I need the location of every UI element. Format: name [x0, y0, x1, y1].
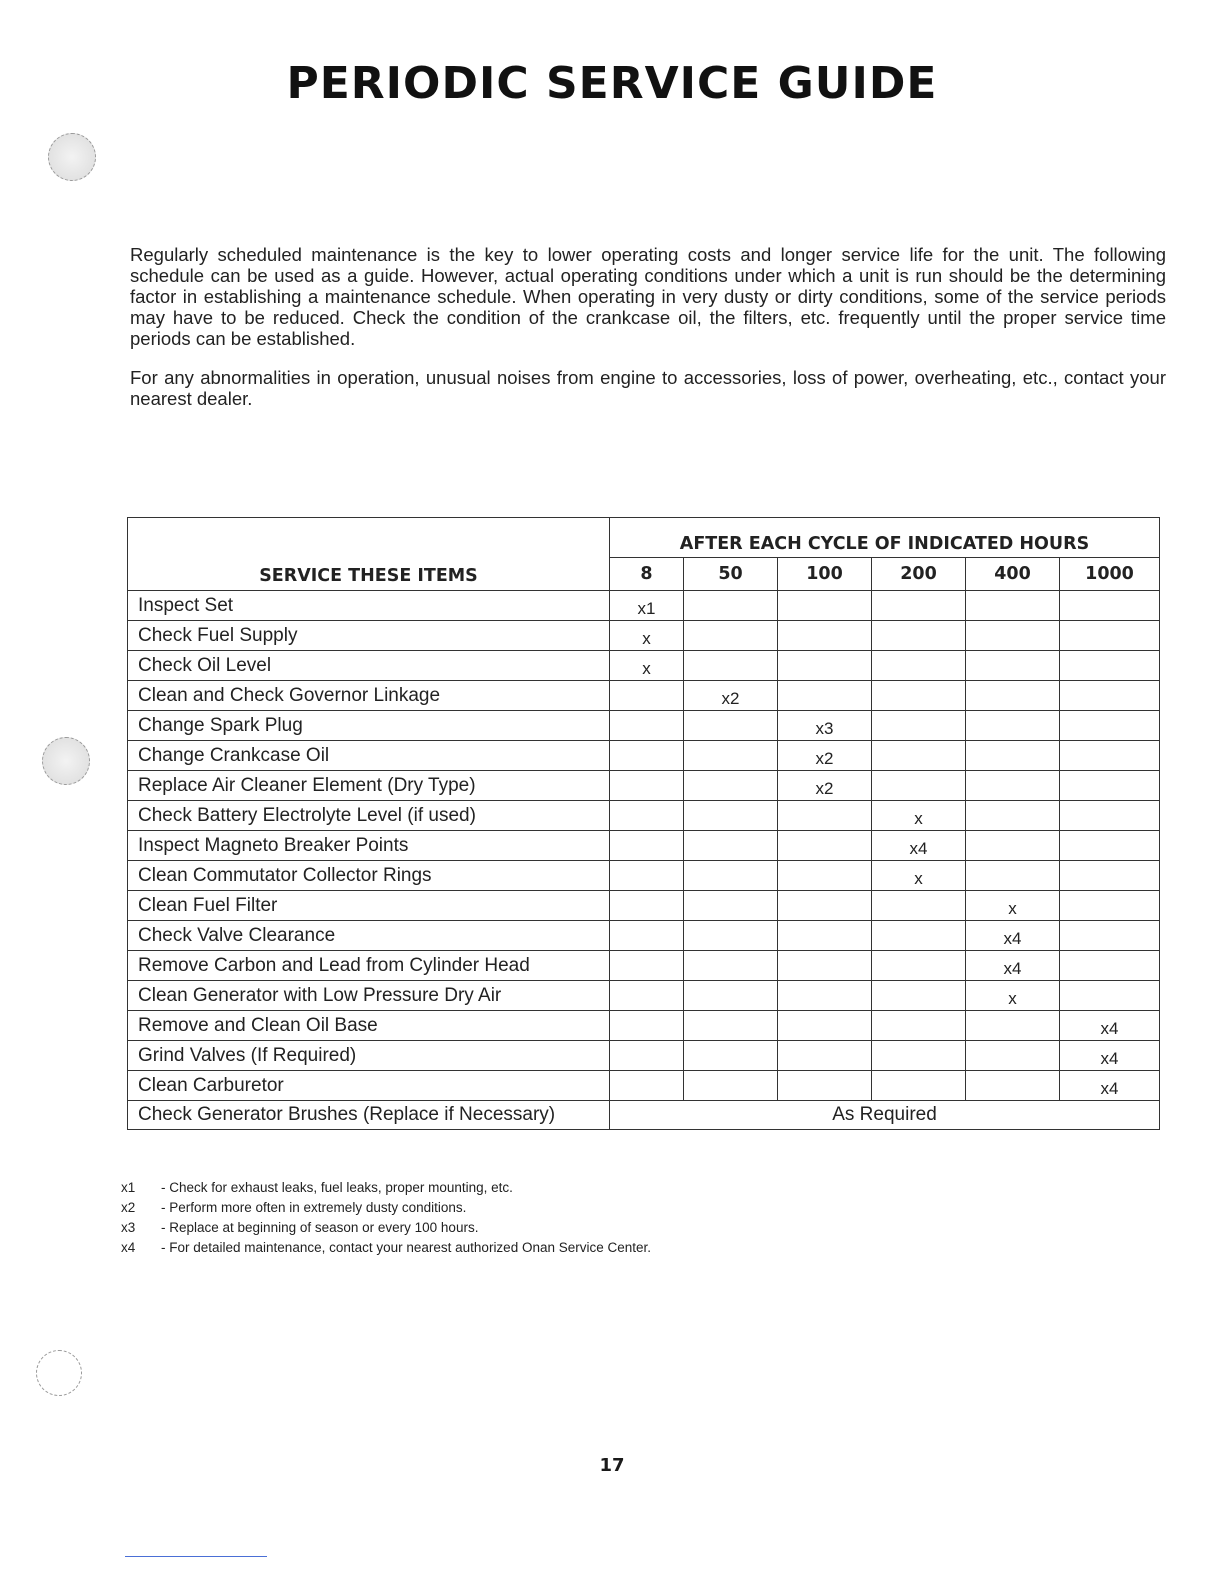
intro-paragraph-1: Regularly scheduled maintenance is the key to lower operating costs and longer service life for the unit. The following schedule can be used as a guide. However, actual operating conditions under which a unit is run should be the determining factor in establishing a maintenance schedule. When operating in very dusty or dirty conditions, some of the service periods may have to be reduced. Check the condition of the crankcase oil, the filters, etc. frequently until the proper service time periods can be established.: [130, 244, 1166, 349]
interval-mark: x4: [1060, 1011, 1160, 1041]
service-item: Remove and Clean Oil Base: [128, 1011, 610, 1041]
interval-mark: [610, 711, 684, 741]
interval-mark: [684, 921, 778, 951]
interval-mark: [684, 591, 778, 621]
interval-mark: [778, 891, 872, 921]
table-row: [128, 591, 1160, 621]
interval-mark: [778, 951, 872, 981]
service-item: Check Oil Level: [128, 651, 610, 681]
interval-mark: [1060, 951, 1160, 981]
table-row: [128, 681, 1160, 711]
footnote-key: x4: [121, 1240, 136, 1255]
interval-mark: [1060, 801, 1160, 831]
interval-mark: [966, 681, 1060, 711]
interval-mark: x4: [872, 831, 966, 861]
interval-mark: [966, 711, 1060, 741]
interval-mark: [966, 621, 1060, 651]
service-item: Check Battery Electrolyte Level (if used): [128, 801, 610, 831]
footnote-key: x2: [121, 1200, 136, 1215]
interval-mark: [872, 711, 966, 741]
interval-mark: x: [872, 861, 966, 891]
punch-hole-top: [48, 133, 96, 181]
footnote-text: - Perform more often in extremely dusty conditions.: [161, 1200, 467, 1215]
interval-mark: [684, 801, 778, 831]
interval-mark: [778, 651, 872, 681]
table-row: [128, 621, 1160, 651]
footnotes: [121, 1178, 651, 1258]
interval-mark: [684, 951, 778, 981]
footer-rule: [125, 1556, 267, 1557]
interval-mark: [1060, 981, 1160, 1011]
interval-mark: x: [610, 651, 684, 681]
interval-mark: [684, 861, 778, 891]
interval-mark: [684, 771, 778, 801]
interval-mark: [1060, 921, 1160, 951]
service-item: Replace Air Cleaner Element (Dry Type): [128, 771, 610, 801]
interval-mark: [1060, 681, 1160, 711]
interval-mark: [872, 951, 966, 981]
interval-mark: [872, 891, 966, 921]
footnote-text: - Replace at beginning of season or every 100 hours.: [161, 1220, 479, 1235]
as-required-note: As Required: [610, 1101, 1160, 1130]
interval-mark: [684, 1011, 778, 1041]
interval-mark: [778, 1011, 872, 1041]
interval-mark: [610, 951, 684, 981]
table-row: [128, 651, 1160, 681]
interval-mark: [872, 1071, 966, 1101]
interval-mark: [1060, 591, 1160, 621]
footnote: [121, 1218, 651, 1238]
interval-mark: [1060, 861, 1160, 891]
table-row: [128, 801, 1160, 831]
interval-mark: [872, 741, 966, 771]
interval-mark: [966, 831, 1060, 861]
intro-text: [130, 244, 1166, 427]
interval-mark: [610, 831, 684, 861]
footnote-text: - For detailed maintenance, contact your nearest authorized Onan Service Center.: [161, 1240, 652, 1255]
hour-column-header: 1000: [1060, 558, 1160, 591]
table-row: [128, 891, 1160, 921]
interval-mark: [966, 651, 1060, 681]
interval-mark: [1060, 711, 1160, 741]
interval-mark: x2: [684, 681, 778, 711]
table-row: [128, 1071, 1160, 1101]
footnote-key: x3: [121, 1220, 136, 1235]
interval-mark: [778, 831, 872, 861]
page-title: PERIODIC SERVICE GUIDE: [286, 58, 938, 109]
service-item: Check Fuel Supply: [128, 621, 610, 651]
service-item: Grind Valves (If Required): [128, 1041, 610, 1071]
service-item: Clean Generator with Low Pressure Dry Air: [128, 981, 610, 1011]
interval-mark: [872, 591, 966, 621]
table-row: [128, 861, 1160, 891]
hour-column-header: 50: [684, 558, 778, 591]
table-row: [128, 711, 1160, 741]
service-item: Clean and Check Governor Linkage: [128, 681, 610, 711]
interval-mark: x: [966, 981, 1060, 1011]
interval-mark: [610, 921, 684, 951]
service-item: Check Valve Clearance: [128, 921, 610, 951]
hour-column-header: 100: [778, 558, 872, 591]
table-row: [128, 981, 1160, 1011]
service-item: Remove Carbon and Lead from Cylinder Head: [128, 951, 610, 981]
interval-mark: [966, 801, 1060, 831]
interval-mark: [1060, 651, 1160, 681]
table-row: [128, 831, 1160, 861]
interval-mark: [684, 891, 778, 921]
interval-mark: x4: [1060, 1071, 1160, 1101]
interval-mark: [1060, 771, 1160, 801]
interval-mark: [610, 1011, 684, 1041]
interval-mark: [610, 1041, 684, 1071]
service-item: Inspect Set: [128, 591, 610, 621]
interval-mark: [778, 621, 872, 651]
interval-mark: [966, 771, 1060, 801]
service-rows: [128, 591, 1160, 1130]
service-item: Change Crankcase Oil: [128, 741, 610, 771]
interval-mark: [966, 1041, 1060, 1071]
interval-mark: [1060, 891, 1160, 921]
interval-mark: [966, 1071, 1060, 1101]
interval-mark: x: [610, 621, 684, 651]
interval-mark: [778, 921, 872, 951]
service-item: Clean Carburetor: [128, 1071, 610, 1101]
table-row: [128, 1011, 1160, 1041]
page-number: 17: [599, 1455, 625, 1476]
interval-mark: x4: [1060, 1041, 1160, 1071]
service-items-header: SERVICE THESE ITEMS: [128, 518, 610, 591]
interval-mark: x4: [966, 921, 1060, 951]
interval-mark: x: [872, 801, 966, 831]
interval-mark: [1060, 831, 1160, 861]
footnote: [121, 1238, 651, 1258]
service-guide-table: [127, 517, 1160, 1130]
hour-column-header: 400: [966, 558, 1060, 591]
interval-mark: [610, 741, 684, 771]
interval-mark: [872, 1011, 966, 1041]
table-row: [128, 951, 1160, 981]
interval-mark: [684, 621, 778, 651]
interval-mark: [684, 1041, 778, 1071]
interval-mark: x2: [778, 741, 872, 771]
interval-mark: [778, 591, 872, 621]
table-row: [128, 771, 1160, 801]
service-item: Inspect Magneto Breaker Points: [128, 831, 610, 861]
interval-mark: [610, 891, 684, 921]
interval-mark: [778, 681, 872, 711]
interval-mark: [778, 1071, 872, 1101]
interval-mark: x1: [610, 591, 684, 621]
interval-mark: [610, 981, 684, 1011]
interval-mark: [966, 1011, 1060, 1041]
footnote-text: - Check for exhaust leaks, fuel leaks, proper mounting, etc.: [161, 1180, 513, 1195]
cycle-hours-header: AFTER EACH CYCLE OF INDICATED HOURS: [610, 518, 1160, 558]
interval-mark: [872, 621, 966, 651]
interval-mark: [778, 861, 872, 891]
interval-mark: [684, 1071, 778, 1101]
service-item: Change Spark Plug: [128, 711, 610, 741]
interval-mark: [778, 801, 872, 831]
interval-mark: [1060, 621, 1160, 651]
footnote: [121, 1178, 651, 1198]
service-item: Clean Fuel Filter: [128, 891, 610, 921]
interval-mark: [684, 711, 778, 741]
interval-mark: [778, 1041, 872, 1071]
interval-mark: [610, 1071, 684, 1101]
footnote-key: x1: [121, 1180, 136, 1195]
interval-mark: x: [966, 891, 1060, 921]
interval-mark: [684, 981, 778, 1011]
interval-mark: [610, 801, 684, 831]
interval-mark: [1060, 741, 1160, 771]
interval-mark: [684, 741, 778, 771]
interval-mark: [684, 651, 778, 681]
interval-mark: [872, 651, 966, 681]
interval-mark: x4: [966, 951, 1060, 981]
service-item: Check Generator Brushes (Replace if Necessary): [128, 1101, 610, 1130]
interval-mark: [610, 771, 684, 801]
punch-hole-bottom: [36, 1350, 82, 1396]
interval-mark: [872, 681, 966, 711]
interval-mark: [966, 591, 1060, 621]
table-row: [128, 741, 1160, 771]
interval-mark: x3: [778, 711, 872, 741]
intro-paragraph-2: For any abnormalities in operation, unusual noises from engine to accessories, loss of power, overheating, etc., contact your nearest dealer.: [130, 367, 1166, 409]
service-item: Clean Commutator Collector Rings: [128, 861, 610, 891]
interval-mark: [872, 771, 966, 801]
table-row: [128, 921, 1160, 951]
interval-mark: x2: [778, 771, 872, 801]
interval-mark: [684, 831, 778, 861]
interval-mark: [610, 861, 684, 891]
table-row: [128, 1041, 1160, 1071]
interval-mark: [872, 981, 966, 1011]
interval-mark: [778, 981, 872, 1011]
hour-column-header: 8: [610, 558, 684, 591]
footnote: [121, 1198, 651, 1218]
punch-hole-middle: [42, 737, 90, 785]
hour-column-header: 200: [872, 558, 966, 591]
table-row: [128, 1101, 1160, 1130]
interval-mark: [966, 741, 1060, 771]
interval-mark: [872, 921, 966, 951]
interval-mark: [610, 681, 684, 711]
interval-mark: [966, 861, 1060, 891]
interval-mark: [872, 1041, 966, 1071]
